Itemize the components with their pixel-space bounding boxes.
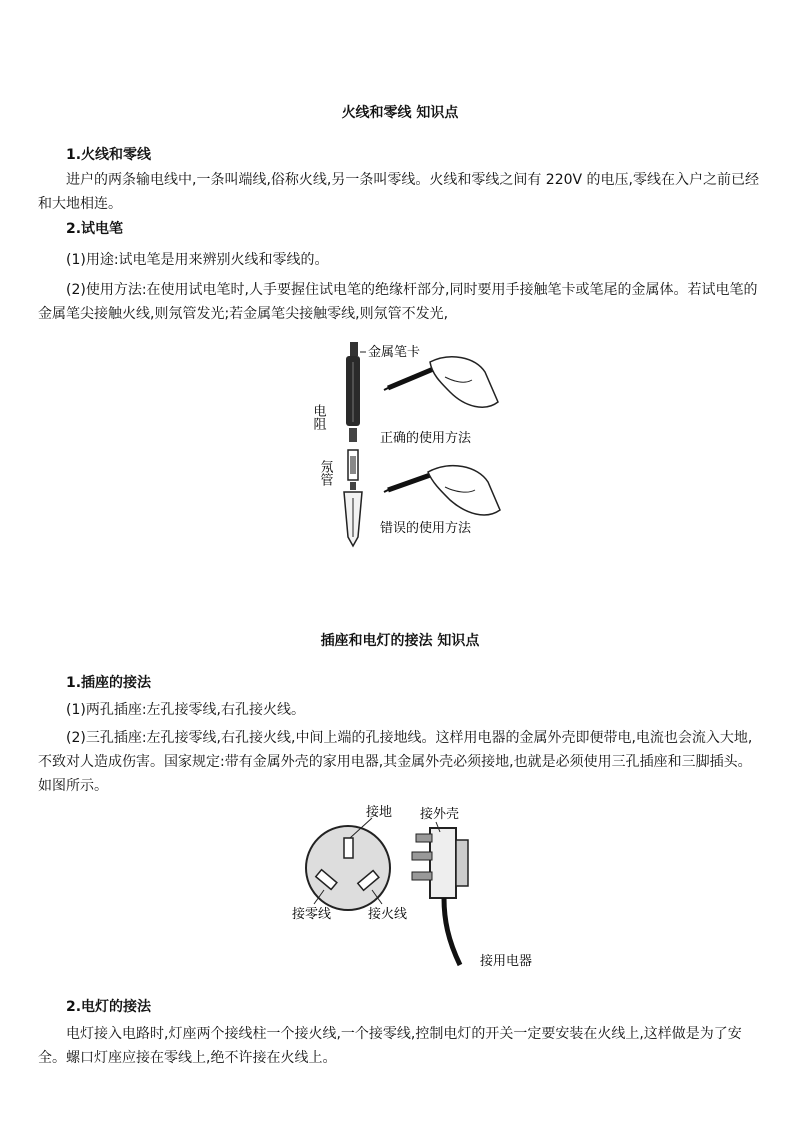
section2-title: 插座和电灯的接法 知识点	[320, 633, 480, 649]
section2-heading-2: 2.电灯的接法	[66, 999, 152, 1015]
three-pin-plug	[412, 828, 468, 965]
label-ground: 接地	[366, 805, 393, 820]
label-shell: 接外壳	[420, 807, 460, 822]
section1-paragraph-3: (2)使用方法:在使用试电笔时,人手要握住试电笔的绝缘杆部分,同时要用手接触笔卡或笔尾的金属体。若试电笔的金属笔尖接触火线,则氖管发光;若金属笔尖接触零线,则氖管不发光,	[38, 282, 758, 322]
socket-plug-figure	[280, 800, 560, 980]
label-neon: 氖管	[317, 460, 333, 486]
correct-usage-drawing	[384, 357, 498, 407]
section1-paragraph-2: (1)用途:试电笔是用来辨别火线和零线的。	[66, 252, 329, 268]
section2-paragraph-3: 电灯接入电路时,灯座两个接线柱一个接火线,一个接零线,控制电灯的开关一定要安装在火线上,这样做是为了安全。螺口灯座应接在零线上,绝不许接在火线上。	[38, 1026, 742, 1066]
label-live: 接火线	[368, 907, 408, 922]
label-neutral: 接零线	[292, 907, 332, 922]
label-clip: 金属笔卡	[368, 345, 421, 360]
section1-heading-2: 2.试电笔	[66, 221, 124, 237]
label-resistor: 电阻	[310, 404, 326, 430]
section2-paragraph-1: (1)两孔插座:左孔接零线,右孔接火线。	[66, 702, 305, 718]
section2-heading-1: 1.插座的接法	[66, 675, 152, 691]
appliance-cord	[444, 898, 460, 965]
section1-title: 火线和零线 知识点	[341, 105, 459, 121]
label-appliance: 接用电器	[480, 954, 533, 969]
pen-tip	[350, 342, 358, 356]
label-correct: 正确的使用方法	[380, 431, 472, 446]
resistor-part	[349, 428, 357, 442]
section1-paragraph-1: 进户的两条输电线中,一条叫端线,俗称火线,另一条叫零线。火线和零线之间有 220V 的电压,零线在入户之前已经和大地相连。	[38, 172, 759, 212]
test-pen-figure	[300, 332, 530, 550]
section1-heading-1: 1.火线和零线	[66, 147, 152, 163]
wrong-usage-drawing	[384, 466, 500, 515]
ground-hole	[344, 838, 353, 858]
label-wrong: 错误的使用方法	[380, 521, 472, 536]
section2-paragraph-2: (2)三孔插座:左孔接零线,右孔接火线,中间上端的孔接地线。这样用电器的金属外壳即便带电,电流也会流入大地,不致对人造成伤害。国家规定:带有金属外壳的家用电器,其金属外壳必须接地,也就是必须使用三孔插座和三脚插头。如图所示。	[38, 730, 753, 794]
